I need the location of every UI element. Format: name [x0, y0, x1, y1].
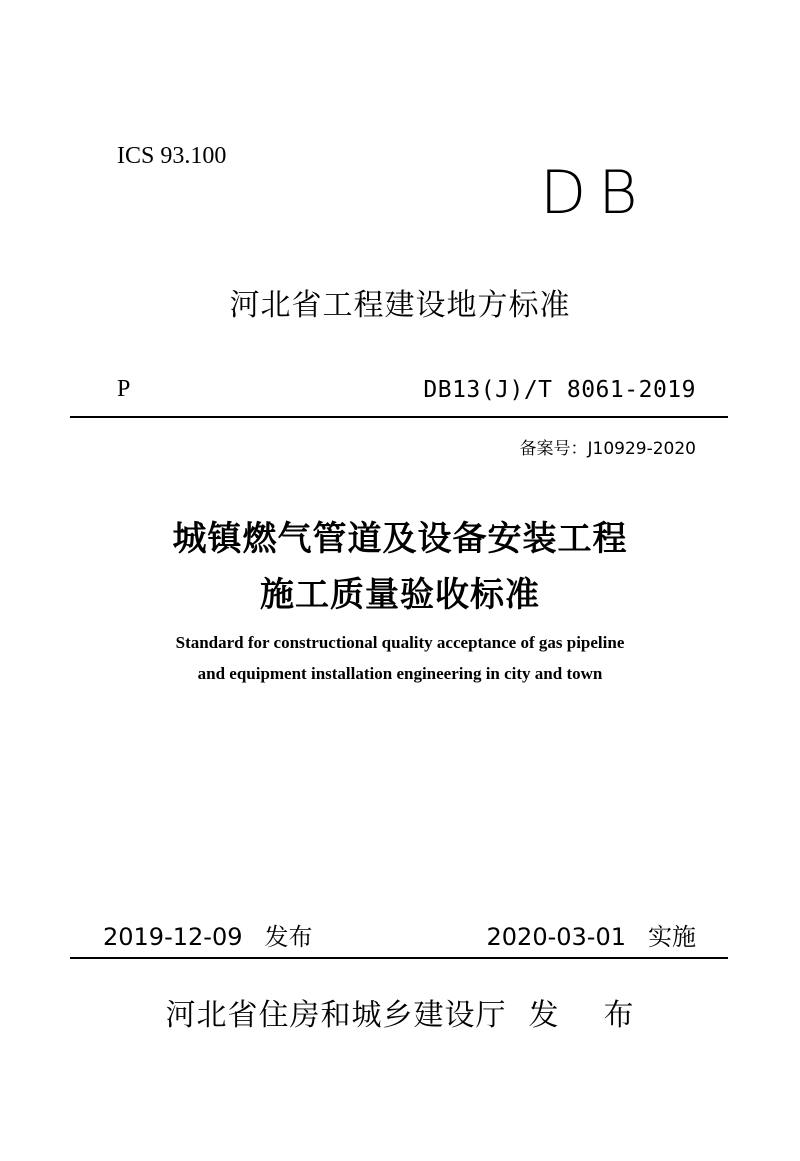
ics-code: ICS 93.100: [117, 143, 227, 169]
implement-label: 实施: [648, 923, 696, 951]
publisher-action-1: 发: [528, 998, 560, 1033]
issue-date: 2019-12-09: [103, 923, 243, 951]
standard-number: DB13(J)/T 8061-2019: [423, 377, 696, 403]
implement-date: 2020-03-01: [486, 923, 626, 951]
english-title: [0, 627, 800, 689]
category-code: P: [117, 376, 131, 402]
chinese-title-line-1: 城镇燃气管道及设备安装工程: [172, 521, 628, 558]
top-divider: [70, 416, 728, 418]
publisher-name: 河北省住房和城乡建设厅: [165, 998, 507, 1033]
issue-date-block: [103, 917, 312, 952]
db-logo-mark: DB: [540, 158, 650, 228]
issue-label: 发布: [264, 923, 313, 951]
record-number: 备案号：J10929-2020: [519, 439, 696, 459]
chinese-title: [0, 512, 800, 624]
publisher-action-2: 布: [603, 998, 635, 1033]
chinese-title-line-2: 施工质量验收标准: [260, 577, 540, 614]
english-title-line-2: and equipment installation engineering in city and town: [197, 664, 603, 683]
english-title-line-1: Standard for constructional quality acceptance of gas pipeline: [175, 633, 625, 652]
publisher-line: [0, 990, 800, 1034]
implement-date-block: [487, 917, 696, 952]
standard-type-heading: 河北省工程建设地方标准: [229, 288, 571, 323]
bottom-divider: [70, 957, 728, 959]
